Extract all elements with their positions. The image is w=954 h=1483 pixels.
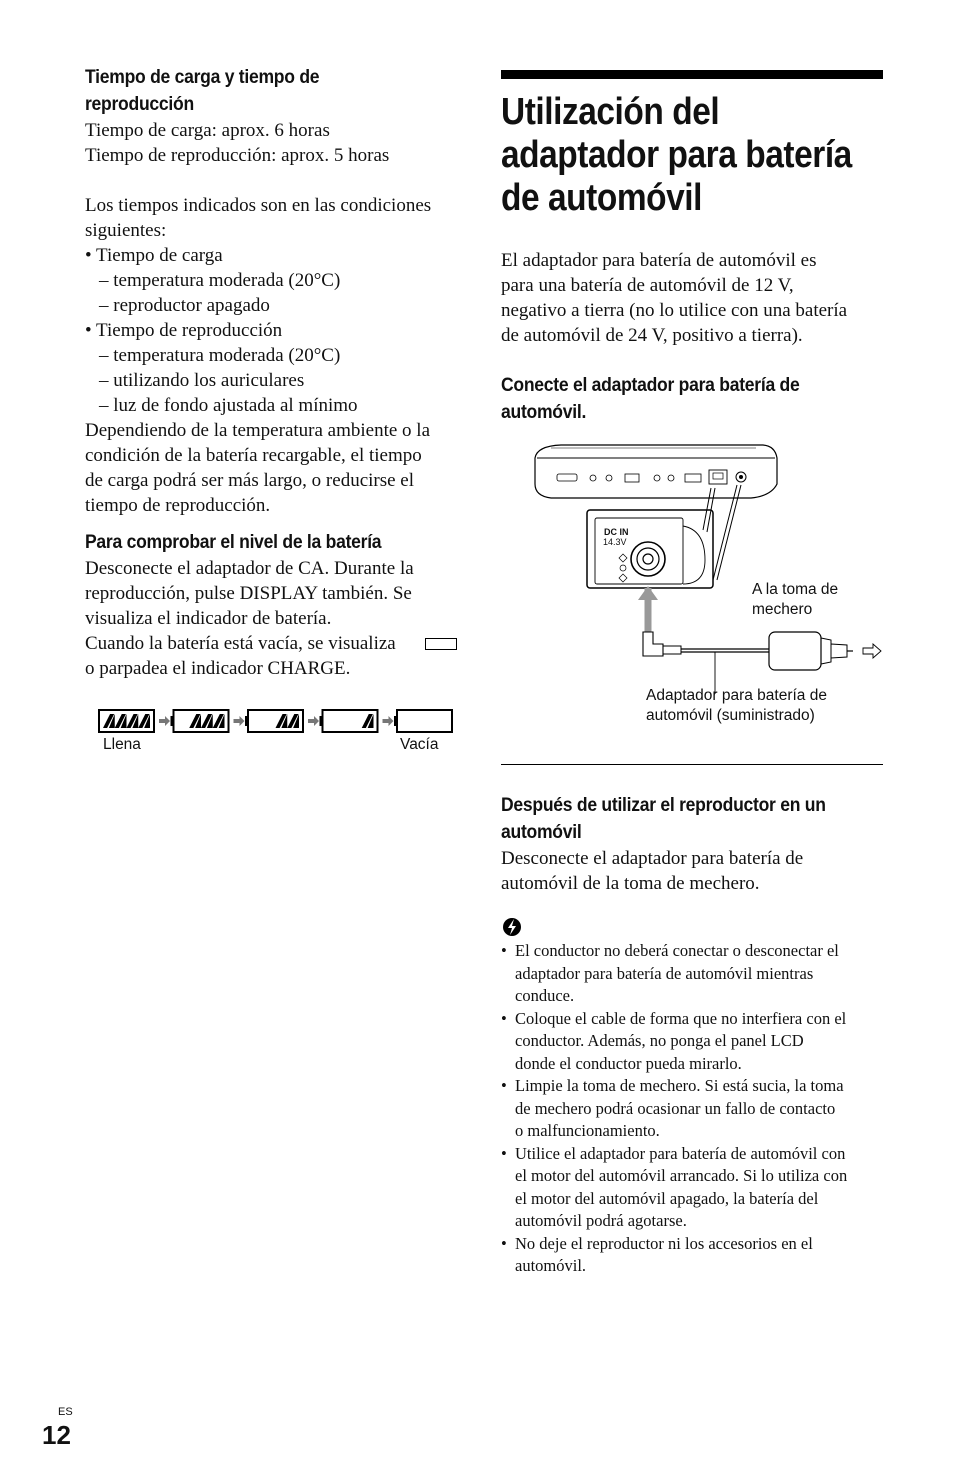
left-column (85, 64, 465, 753)
charge-times: Tiempo de carga: aprox. 6 horas Tiempo de reproducción: aprox. 5 horas Los tiempos indicados son en las condiciones siguientes: • Tiempo de carga – temperatura moderada (20°C) – reproductor apagado • Tiempo de reproducción – temperatura moderada (20°C) – utilizando los auriculares – luz de fondo ajustada al mínimo Dependiendo de la temperatura ambiente o la condición de la batería recargable, el tiempo de carga podrá ser más largo, o reducirse el tiempo de reproducción. (85, 118, 465, 518)
battery-arrow (308, 716, 319, 726)
battery-segment (103, 714, 115, 728)
adapter-label: Adaptador para batería de automóvil (suministrado) (646, 687, 827, 724)
language-code: ES (58, 1406, 73, 1418)
charge-time: Tiempo de carga: aprox. 6 horas (85, 120, 330, 141)
battery-arrow (383, 716, 394, 726)
car-adapter (769, 632, 821, 670)
connection-diagram (501, 440, 883, 740)
caution-notes (501, 940, 883, 1278)
charge-section-title: Tiempo de carga y tiempo de reproducción (85, 66, 320, 115)
caution-bolt-icon (501, 916, 523, 938)
battery-check-text: Desconecte el adaptador de CA. Durante la reproducción, pulse DISPLAY también. Se visualiza el indicador de batería. Cuando la batería está vacía, se visualiza o parpadea el indicador CHARGE. (85, 556, 465, 681)
play-time: Tiempo de reproducción: aprox. 5 horas (85, 145, 390, 166)
battery-full-label: Llena (103, 736, 141, 753)
battery-level-icon (394, 710, 452, 732)
caution-note-item: • Limpie la toma de mechero. Si está sucia, la toma de mechero podrá ocasionar un fallo de contacto o malfuncionamiento. (501, 1075, 883, 1143)
battery-segment (127, 714, 139, 728)
battery-segment (115, 714, 127, 728)
right-column (501, 70, 883, 1278)
battery-segment (189, 714, 201, 728)
battery-segment (138, 714, 150, 728)
bullet-charge: • Tiempo de carga (85, 245, 223, 266)
battery-segment (362, 714, 374, 728)
battery-level-icon (320, 710, 378, 732)
section-divider (501, 764, 883, 765)
voltage-label: 14.3V (603, 537, 627, 547)
page-number: 12 (42, 1420, 71, 1450)
after-use-text: Desconecte el adaptador para batería de automóvil de la toma de mechero. (501, 848, 804, 894)
battery-arrow (159, 716, 170, 726)
after-use-title: Después de utilizar el reproductor en un automóvil (501, 794, 826, 843)
caution-note-item: • No deje el reproductor ni los accesorios en el automóvil. (501, 1233, 883, 1278)
battery-segment (201, 714, 213, 728)
empty-battery-icon (425, 638, 457, 650)
battery-level-icon (245, 710, 303, 732)
caution-note-item: • Coloque el cable de forma que no interfiera con el conductor. Además, no ponga el panel LCD donde el conductor pueda mirarlo. (501, 1008, 883, 1076)
title-bar (501, 70, 883, 79)
battery-segment (213, 714, 225, 728)
battery-arrow (234, 716, 245, 726)
bullet-play: • Tiempo de reproducción (85, 320, 283, 341)
intro-text: El adaptador para batería de automóvil es para una batería de automóvil de 12 V, negativo a tierra (no lo utilice con una batería de automóvil de 24 V, positivo a tierra). (501, 250, 848, 346)
page-title: Utilización del adaptador para batería de automóvil (501, 91, 852, 219)
connect-title: Conecte el adaptador para batería de automóvil. (501, 374, 800, 423)
battery-level-icon (98, 710, 154, 732)
player-body (535, 445, 777, 498)
socket-arrow (863, 644, 881, 658)
battery-empty-label: Vacía (400, 736, 439, 753)
dc-in-label: DC IN (604, 527, 629, 537)
dc-in-jack-icon (631, 542, 665, 576)
dc-plug (643, 632, 663, 656)
caution-note-item: • El conductor no deberá conectar o desconectar el adaptador para batería de automóvil mientras conduce. (501, 940, 883, 1008)
battery-segment (276, 714, 288, 728)
battery-check-title: Para comprobar el nivel de la batería (85, 531, 382, 553)
battery-segment (287, 714, 299, 728)
caution-note-item: • Utilice el adaptador para batería de automóvil con el motor del automóvil arrancado. Si lo utiliza con el motor del automóvil apagado, la batería del automóvil podrá agotarse. (501, 1143, 883, 1233)
socket-label: A la toma de mechero (752, 581, 839, 618)
battery-level-icon (171, 710, 229, 732)
